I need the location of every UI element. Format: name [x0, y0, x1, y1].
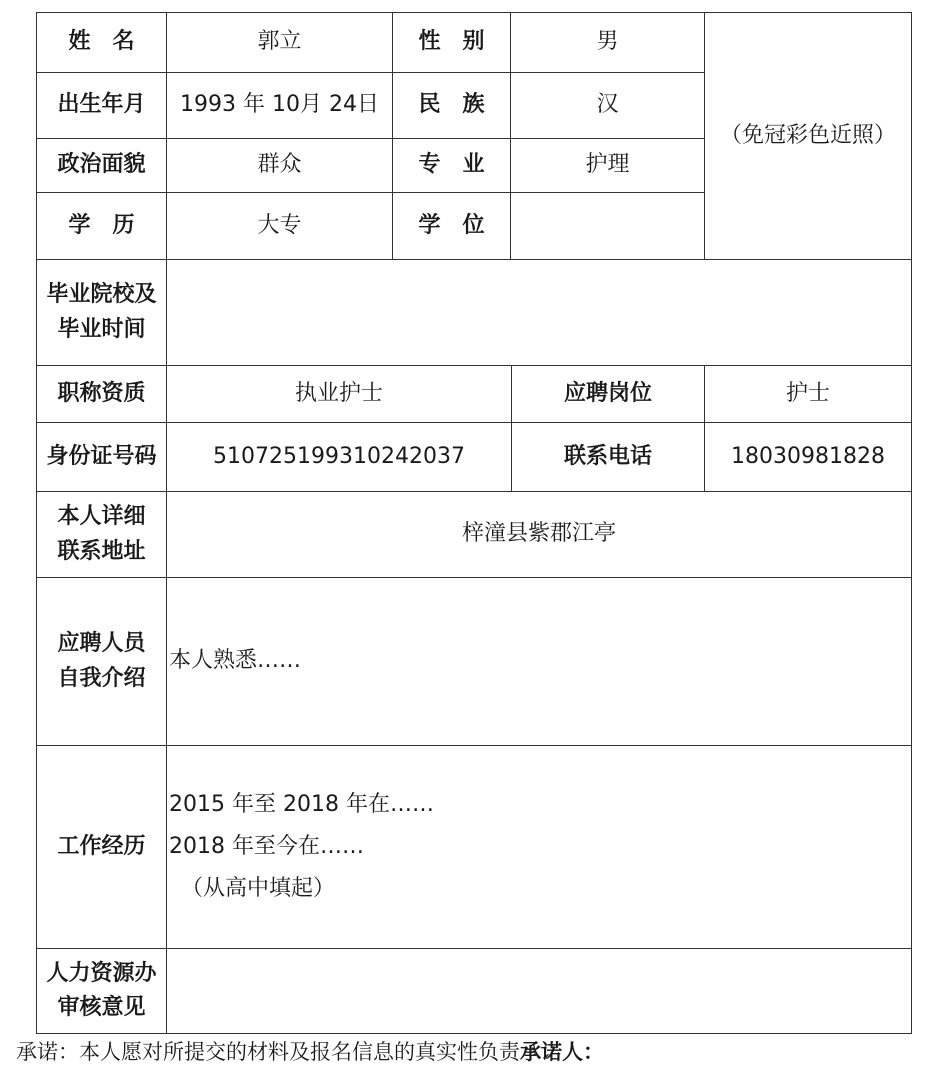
degree-label: 学 位: [392, 192, 511, 260]
intro-label-line2: 自我介绍: [57, 665, 146, 691]
major-value: 护理: [510, 138, 705, 193]
pledge-statement: [16, 1036, 604, 1068]
hr-label-line2: 审核意见: [57, 995, 146, 1020]
address-label-line2: 联系地址: [57, 538, 146, 564]
name-label: 姓 名: [36, 12, 167, 73]
position-label: 应聘岗位: [511, 365, 705, 423]
hr-value: [166, 948, 912, 1034]
birth-label: 出生年月: [36, 72, 167, 139]
title-value: 执业护士: [166, 365, 512, 423]
address-label: [36, 491, 167, 578]
intro-value: 本人熟悉……: [166, 577, 912, 746]
school-label: [36, 259, 167, 366]
school-label-line2: 毕业时间: [57, 316, 146, 342]
pledge-signer-label: 承诺人：: [520, 1040, 604, 1064]
school-label-line1: 毕业院校及: [46, 282, 157, 308]
pledge-text: 承诺：本人愿对所提交的材料及报名信息的真实性负责: [16, 1040, 520, 1064]
work-line: 2018 年至今在……: [169, 834, 364, 860]
hr-label-line1: 人力资源办: [46, 960, 157, 986]
intro-label: [36, 577, 167, 746]
id-label: 身份证号码: [36, 422, 167, 492]
title-label: 职称资质: [36, 365, 167, 423]
position-value: 护士: [704, 365, 912, 423]
work-label: 工作经历: [36, 745, 167, 949]
id-value: 510725199310242037: [166, 422, 512, 492]
education-label: 学 历: [36, 192, 167, 260]
degree-value: [510, 192, 705, 260]
intro-label-line1: 应聘人员: [57, 631, 146, 657]
address-label-line1: 本人详细: [57, 504, 146, 530]
phone-label: 联系电话: [511, 422, 705, 492]
work-value: [166, 745, 912, 949]
major-label: 专 业: [392, 138, 511, 193]
ethnicity-label: 民 族: [392, 72, 511, 139]
education-value: 大专: [166, 192, 393, 260]
hr-label: [36, 948, 167, 1034]
work-line: 2015 年至 2018 年在……: [169, 792, 434, 818]
gender-value: 男: [510, 12, 705, 73]
school-value: [166, 259, 912, 366]
ethnicity-value: 汉: [510, 72, 705, 139]
work-note: （从高中填起）: [181, 875, 336, 901]
political-value: 群众: [166, 138, 393, 193]
political-label: 政治面貌: [36, 138, 167, 193]
gender-label: 性 别: [392, 12, 511, 73]
phone-value: 18030981828: [704, 422, 912, 492]
name-value: 郭立: [166, 12, 393, 73]
photo-box: （免冠彩色近照）: [704, 12, 912, 260]
birth-value: 1993 年 10月 24日: [166, 72, 393, 139]
address-value: 梓潼县紫郡江亭: [166, 491, 912, 578]
application-form: [36, 12, 912, 1034]
